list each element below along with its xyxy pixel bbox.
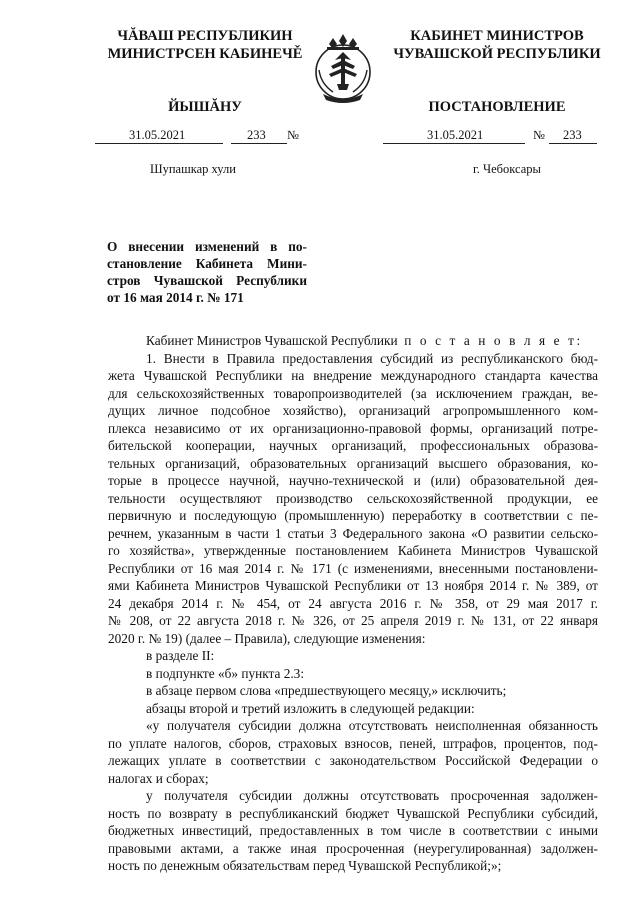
doc-type-left: ЙЫШĂНУ [168,99,242,115]
body-line: налогах и сборах; [108,770,209,786]
body-line: 1. Внести в Правила предоставления субсидий из республиканского бюд- [146,350,598,366]
body-line: 2020 г. № 19) (далее – Правила), следующие изменения: [108,630,426,646]
chuvash-coat-of-arms-icon [303,30,383,106]
intro-text: Кабинет Министров Чувашской Республики [146,333,398,348]
title-line: от 16 мая 2014 г. № 171 [107,290,244,305]
body-line: тельности осуществляют производство сельскохозяйственной продукции, ее [108,490,598,506]
underline [549,143,597,144]
date-left: 31.05.2021 [129,128,186,142]
body-line: дущих личное подсобное хозяйство), организаций агропромышленного ком- [108,403,598,418]
body-line: плекса независимо от их организационно-правовой формы, организаций потре- [108,420,598,436]
city-right: г. Чебоксары [473,162,541,176]
body-line: ность по денежным обязательствам перед Чувашской Республикой;»; [108,858,502,873]
date-number-right [383,128,605,146]
body-line: абзацы второй и третий изложить в следующей редакции: [146,700,475,716]
underline [231,143,287,144]
body-line: для сельскохозяйственных товаропроизводителей (за исключением граждан, ве- [108,385,598,401]
title-line: О внесении изменений в по- [107,239,307,254]
body-line: тельных организаций, образовательных организаций высшего образования, ко- [108,455,598,471]
body-line: го хозяйства», утвержденные постановлением Кабинета Министров Чувашской [108,543,598,558]
number-left: 233 [247,128,266,142]
body-line: в подпункте «б» пункта 2.3: [146,665,305,681]
body-line: бительской кооперации, научных организаций, профессиональных образова- [108,438,598,453]
title-line: стров Чувашской Республики [107,273,307,288]
body-line: первичную и последующую (промышленную) переработку в соответствии с пе- [108,508,598,523]
document-title [107,238,307,306]
body-line: лежащих уплате в соответствии с законодательством Российской Федерации о [108,753,598,768]
intro-decree-word: п о с т а н о в л я е т: [404,333,583,348]
body-line: «у получателя субсидии должна отсутствовать неисполненная обязанность [146,718,598,733]
document-body [108,332,598,875]
body-line: ность по возврату в республиканский бюджет Чувашской Республики субсидий, [108,805,598,821]
body-line: бюджетных инвестиций, предоставленных в том числе в соответствии с иными [108,823,598,838]
underline [383,143,525,144]
header-right-line2: ЧУВАШСКОЙ РЕСПУБЛИКИ [393,46,601,62]
number-right: 233 [563,128,582,142]
date-right: 31.05.2021 [427,128,484,142]
doc-type-right: ПОСТАНОВЛЕНИЕ [428,99,566,115]
body-line: № 208, от 22 августа 2018 г. № 326, от 25 апреля 2019 г. № 131, от 22 января [108,613,598,628]
body-line: 24 декабря 2014 г. № 454, от 24 августа 2016 г. № 358, от 29 мая 2017 г. [108,595,598,611]
body-line: правовыми актами, а также иная просроченная (неурегулированная) задолжен- [108,840,598,856]
date-number-left [95,128,317,146]
body-line: ями Кабинета Министров Чувашской Республики от 13 ноября 2014 г. № 389, от [108,578,598,593]
body-line: жета Чувашской Республики на внедрение международного стандарта качества [108,368,598,383]
body-intro-line [108,332,598,350]
header-left-line2: МИНИСТРСЕН КАБИНЕЧĚ [107,46,303,62]
city-left: Шупашкар хули [150,162,236,176]
number-sign-left: № [287,128,299,142]
number-sign-right: № [533,128,545,142]
body-line: Республики от 16 мая 2014 г. № 171 (с изменениями, внесенными постановлени- [108,560,598,576]
body-line: по уплате налогов, сборов, страховых взносов, пеней, штрафов, процентов, под- [108,735,598,751]
underline [95,143,223,144]
header-left-line1: ЧĂВАШ РЕСПУБЛИКИН [117,28,293,44]
header-right-russian [382,27,612,63]
body-line: у получателя субсидии должны отсутствовать просроченная задолжен- [146,788,598,803]
body-line: в абзаце первом слова «предшествующего месяцу,» исключить; [146,683,507,698]
title-line: становление Кабинета Мини- [107,256,307,271]
header-left-chuvash [95,27,315,63]
body-line: торые в процессе научной, научно-технической и (или) образовательной дея- [108,473,598,488]
header-right-line1: КАБИНЕТ МИНИСТРОВ [410,28,584,44]
body-line: в разделе II: [146,648,215,663]
body-line: речнем, указанным в части 1 статьи 3 Федерального закона «О развитии сельско- [108,525,598,541]
